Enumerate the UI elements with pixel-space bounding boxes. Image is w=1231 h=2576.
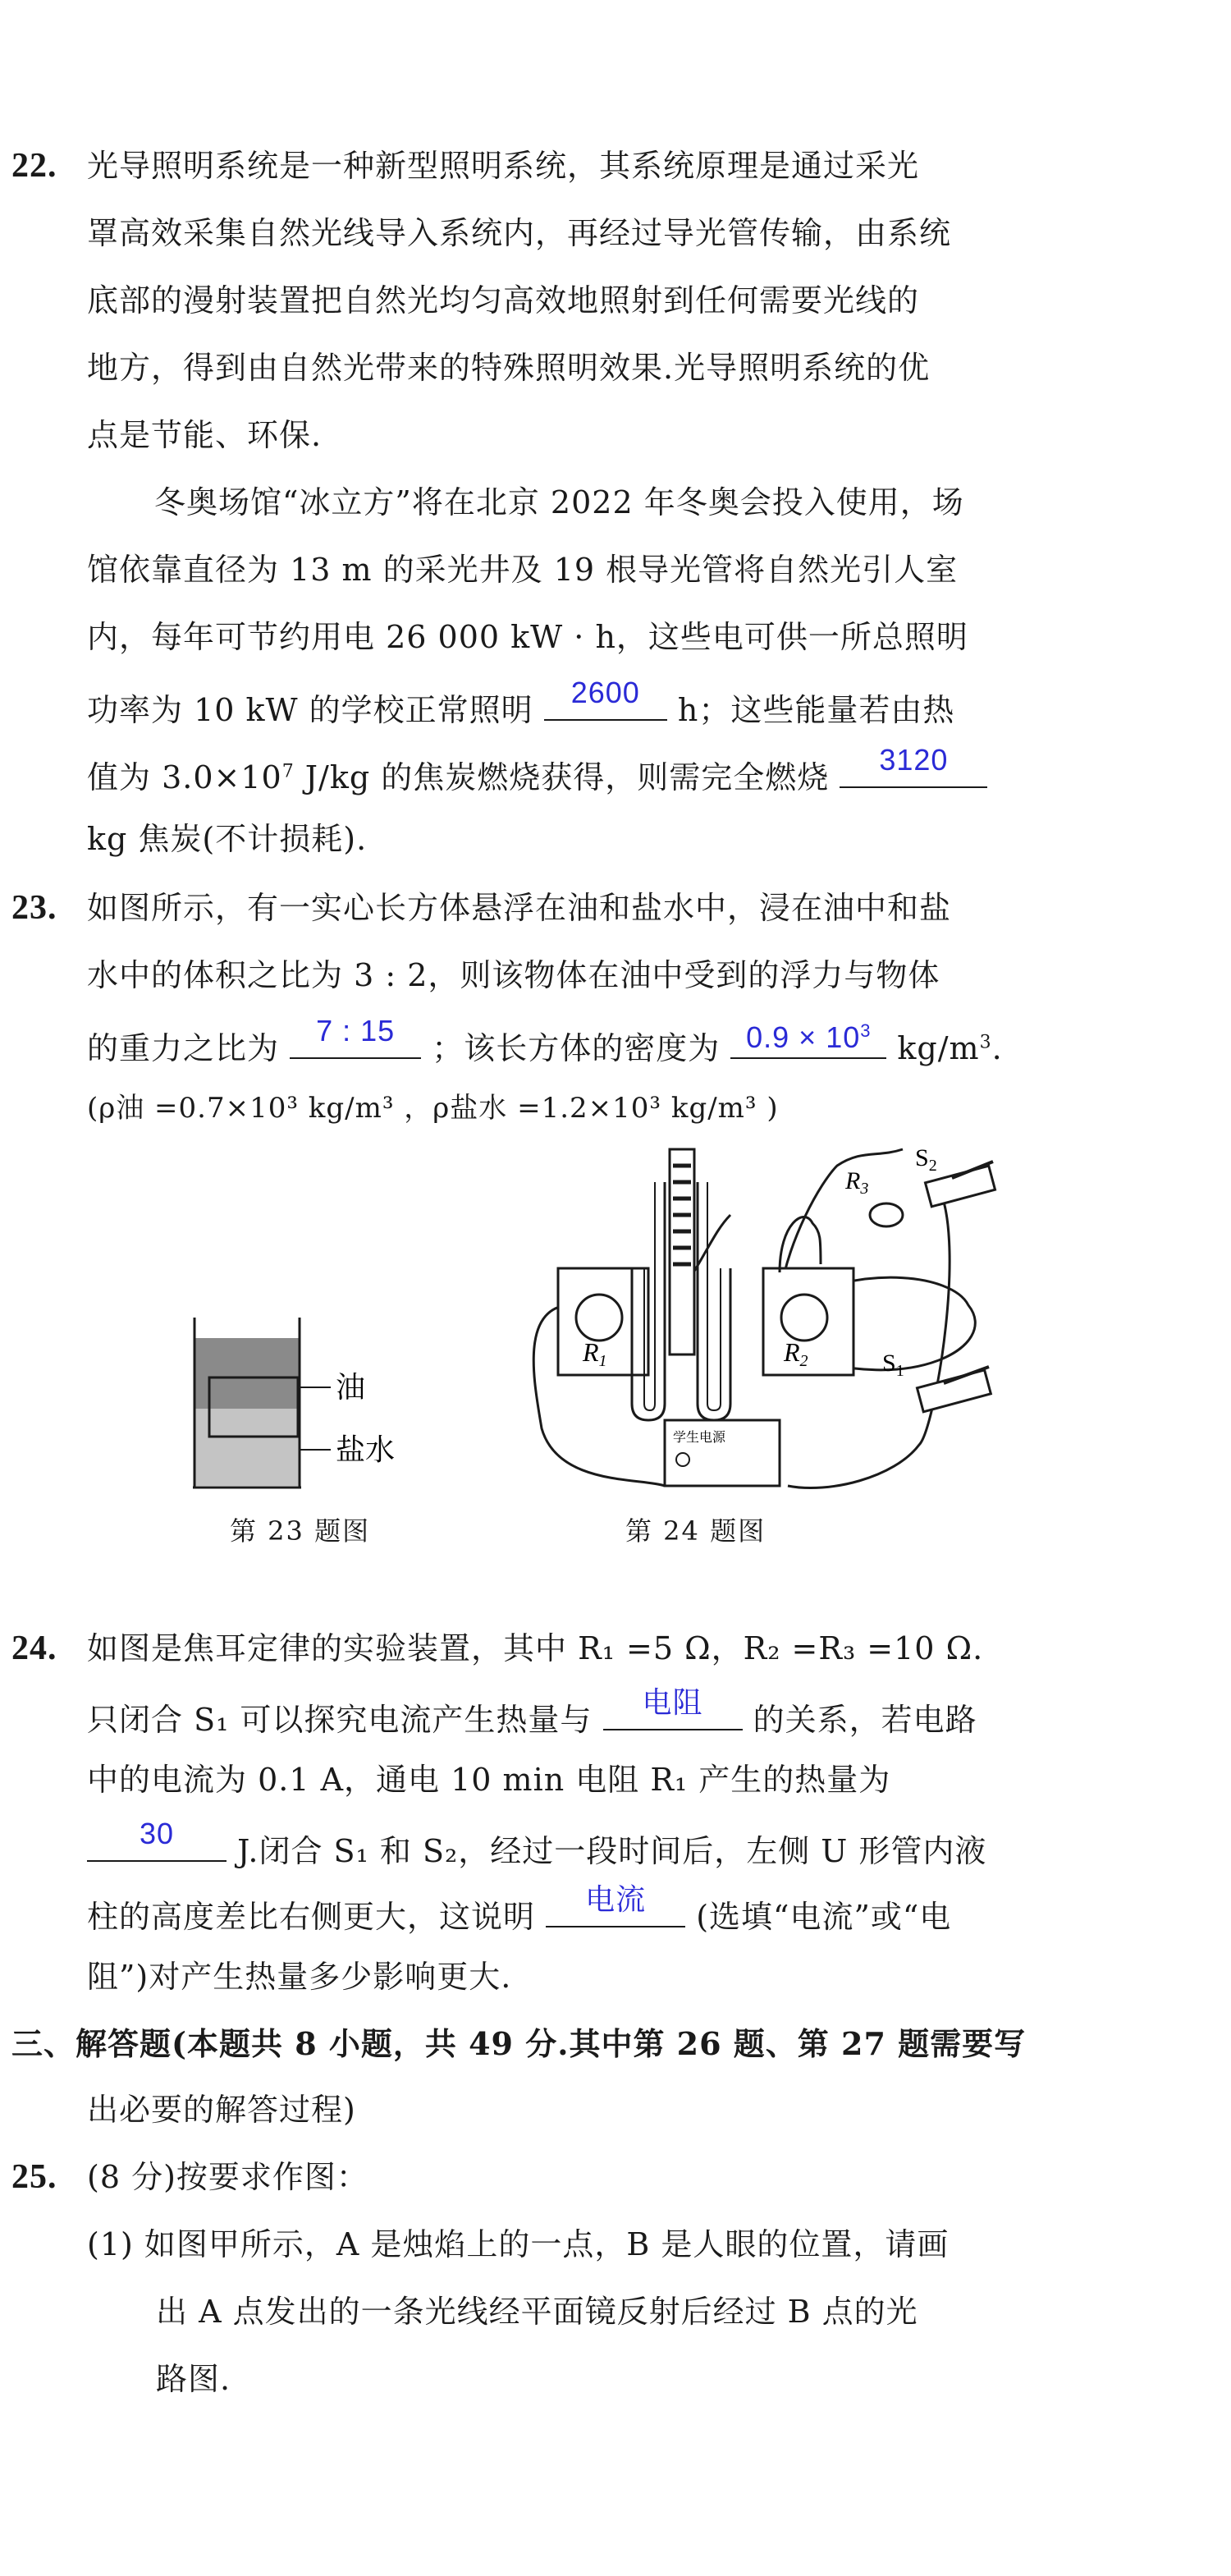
q24-line-5-post: (选填“电流”或“电	[696, 1899, 952, 1935]
u-tube-right	[698, 1182, 730, 1420]
q23-answer-2-exp: 3	[860, 1020, 872, 1041]
q23-answer-2-blank	[730, 1021, 886, 1059]
bulb-r1	[576, 1295, 622, 1341]
q23-line-4: (ρ油 =0.7×10³ kg/m³ ，ρ盐水 =1.2×10³ kg/m³ )	[87, 1092, 779, 1125]
section-3-line-2: 出必要的解答过程)	[87, 2092, 356, 2128]
q23-answer-1: 7 : 15	[316, 1014, 396, 1047]
q24-line-3: 中的电流为 0.1 A，通电 10 min 电阻 R₁ 产生的热量为	[87, 1762, 891, 1798]
label-r1: R1	[583, 1337, 607, 1370]
q22-line-9	[87, 676, 955, 731]
label-s1: $S_1$	[882, 1350, 904, 1380]
q24-number: 24.	[11, 1629, 57, 1667]
label-r3: $R_3$	[845, 1167, 869, 1198]
label-r2: R2	[784, 1337, 808, 1370]
scale-ticks	[673, 1166, 691, 1264]
q22-line-7: 馆依靠直径为 13 m 的采光井及 19 根导光管将自然光引人室	[87, 552, 959, 588]
q22-line-11: kg 焦炭(不计损耗).	[87, 821, 368, 857]
q22-answer-2: 3120	[879, 743, 949, 777]
figure-23-caption: 第 23 题图	[230, 1515, 371, 1547]
q25-part1-line-3: 路图.	[156, 2361, 231, 2397]
q25-part1-line-1: (1) 如图甲所示，A 是烛焰上的一点，B 是人眼的位置，请画	[87, 2226, 950, 2262]
q23-number: 23.	[11, 889, 57, 927]
q23-line-3-mid: ；该长方体的密度为	[432, 1030, 721, 1066]
power-supply-label: 学生电源	[673, 1431, 726, 1445]
q24-answer-1: 电阻	[642, 1685, 703, 1719]
q22-line-9-pre: 功率为 10 kW 的学校正常照明	[87, 692, 533, 728]
switch-s1	[917, 1370, 991, 1412]
q23-line-3-exp: 3	[979, 1032, 992, 1053]
label-s2: $S_2$	[915, 1144, 937, 1175]
q24-answer-1-blank	[603, 1685, 743, 1730]
q24-line-4-post: J.闭合 S₁ 和 S₂，经过一段时间后，左侧 U 形管内液	[237, 1833, 987, 1869]
q24-line-1: 如图是焦耳定律的实验装置，其中 R₁ =5 Ω，R₂ =R₃ =10 Ω.	[87, 1630, 984, 1666]
q25-number: 25.	[11, 2158, 57, 2196]
q24-line-2	[87, 1685, 977, 1741]
q23-answer-1-blank	[290, 1014, 421, 1059]
q22-line-1: 光导照明系统是一种新型照明系统，其系统原理是通过采光	[87, 148, 920, 184]
q24-answer-2: 30	[139, 1817, 175, 1850]
oil-label: 油	[336, 1371, 366, 1404]
q24-line-6: 阻”)对产生热量多少影响更大.	[87, 1959, 512, 1995]
q24-line-5-pre: 柱的高度差比右侧更大，这说明	[87, 1899, 536, 1935]
q22-line-6: 冬奥场馆“冰立方”将在北京 2022 年冬奥会投入使用，场	[154, 484, 964, 520]
q23-line-2: 水中的体积之比为 3 : 2，则该物体在油中受到的浮力与物体	[87, 957, 940, 993]
q22-line-4: 地方，得到由自然光带来的特殊照明效果.光导照明系统的优	[87, 350, 931, 386]
q22-answer-1-blank	[544, 676, 667, 721]
q24-line-2-pre: 只闭合 S₁ 可以探究电流产生热量与	[87, 1702, 593, 1738]
q23-line-3-post: kg/m	[897, 1030, 980, 1066]
q24-line-5	[87, 1882, 952, 1938]
brine-label: 盐水	[336, 1433, 396, 1466]
q22-line-9-post: h；这些能量若由热	[677, 692, 955, 728]
q22-line-8: 内，每年可节约用电 26 000 kW · h，这些电可供一所总照明	[87, 619, 968, 655]
q24-line-2-post: 的关系，若电路	[753, 1702, 977, 1738]
q24-line-4	[87, 1817, 987, 1872]
q22-line-2: 罩高效采集自然光线导入系统内，再经过导光管传输，由系统	[87, 215, 952, 251]
q23-line-3: 的重力之比为 7 : 15 ；该长方体的密度为 $0.9 \times 10^3$ $kg/m^3$.	[87, 1021, 1003, 1070]
q22-line-10	[87, 743, 987, 799]
q25-part1-line-2: 出 A 点发出的一条光线经平面镜反射后经过 B 点的光	[156, 2294, 918, 2330]
q25-line-1: (8 分)按要求作图：	[87, 2159, 368, 2195]
q24-answer-3: 电流	[585, 1882, 647, 1916]
q22-answer-1: 2600	[570, 676, 640, 709]
q22-line-10-pre: 值为 3.0×10	[87, 759, 282, 795]
q22-answer-2-blank	[840, 743, 987, 788]
q22-line-5: 点是节能、环保.	[87, 417, 323, 453]
bulb-r2	[781, 1295, 827, 1341]
q22-line-10-exp: 7	[281, 761, 295, 782]
q23-line-3-pre: 的重力之比为	[87, 1030, 280, 1066]
q23-answer-2: 0.9 × 10	[746, 1020, 861, 1054]
q22-number: 22.	[11, 147, 57, 185]
figure-23	[185, 1305, 455, 1535]
q22-line-10-mid: J/kg 的焦炭燃烧获得，则需完全燃烧	[294, 759, 830, 795]
figure-24-caption: 第 24 题图	[625, 1515, 767, 1547]
q24-answer-2-blank	[87, 1817, 227, 1862]
q22-line-3: 底部的漫射装置把自然光均匀高效地照射到任何需要光线的	[87, 282, 920, 319]
figure-24	[509, 1133, 1100, 1510]
q24-answer-3-blank	[546, 1882, 685, 1927]
resistor-r3	[870, 1203, 903, 1226]
section-3-title: 三、解答题(本题共 8 小题，共 49 分.其中第 26 题、第 27 题需要写	[11, 2025, 1027, 2062]
q23-line-1: 如图所示，有一实心长方体悬浮在油和盐水中，浸在油中和盐	[87, 890, 952, 926]
